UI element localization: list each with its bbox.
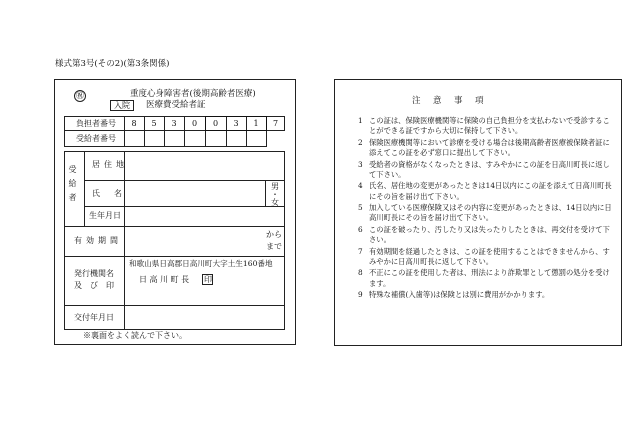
- official-seal-box: 印: [204, 275, 212, 284]
- gender-separator: ・: [271, 190, 279, 199]
- card-title: 重度心身障害者(後期高齢者医療): [130, 89, 256, 99]
- validity-label: 有効期間: [74, 236, 122, 245]
- issuer-mayor: 日 高 川 町 長: [139, 275, 190, 284]
- notice-item: 9 特殊な補償(入歯等)は保険とは別に費用がかかります。: [358, 290, 550, 300]
- issuer-label-line1: 発行機関名: [74, 269, 114, 278]
- issue-date-label: 交付年月日: [74, 313, 114, 322]
- footnote: ※裏面をよく読んで下さい。: [83, 331, 187, 340]
- notice-item: 4 氏名、居住地の変更があったときは14日以内にこの証を添えて日高川町長にその旨を届け出て下さい。: [358, 181, 612, 201]
- inpatient-tag: 入院: [110, 100, 134, 111]
- notice-item: 3 受給者の資格がなくなったときは、すみやかにこの証を日高川町長に返して下さい。: [358, 159, 610, 179]
- recipient-number-label: 受給者番号: [76, 134, 116, 143]
- payer-digit: 3: [233, 119, 239, 128]
- issuer-address: 和歌山県日高郡日高川町大字土生160番地: [129, 259, 273, 268]
- notice-item: 8 不正にこの証を使用した者は、刑法により詐欺罪として懲罰の処分を受けます。: [358, 268, 610, 288]
- name-label: 氏 名: [92, 189, 125, 198]
- notice-title: 注 意 事 項: [412, 96, 486, 106]
- address-label: 居住地: [92, 160, 128, 169]
- gender-male: 男: [271, 182, 279, 191]
- card-subtitle: 医療費受給者証: [146, 100, 206, 110]
- payer-digit: 0: [191, 119, 198, 128]
- issuer-label-line2: 及 び 印: [74, 281, 114, 290]
- notice-item: 7 有効期間を経過したときは、この証を使用することはできませんから、すみやかに日高川町長に返して下さい。: [358, 246, 610, 266]
- payer-digit: 7: [272, 119, 279, 128]
- validity-to: まで: [266, 242, 282, 251]
- badge-icon: ㊗: [76, 91, 84, 100]
- notice-list: [358, 116, 614, 302]
- notice-item: 1 この証は、保険医療機関等に保険の自己負担分を支払わないで受診することができる証ですから大切に保持して下さい。: [358, 116, 610, 136]
- notice-item: 5 加入している医療保険又はその内容に変更があったときは、14日以内に日高川町長にその旨を届け出て下さい。: [358, 203, 612, 223]
- notice-item: 6 この証を破ったり、汚したり又は失ったりしたときは、再交付を受けて下さい。: [358, 224, 610, 245]
- payer-digit: 8: [131, 119, 137, 128]
- validity-from: から: [266, 230, 282, 239]
- payer-digit: 1: [253, 119, 259, 128]
- gender-female: 女: [271, 198, 279, 207]
- birth-date-label: 生年月日: [89, 211, 121, 220]
- recipient-group-label: 受給者: [68, 165, 77, 207]
- notice-item: 2 保険医療機関等において診療を受ける場合は後期高齢者医療被保険者証に添えてこの証を必ず窓口に提出して下さい。: [358, 137, 610, 158]
- payer-digit: 0: [212, 119, 219, 128]
- payer-digit: 5: [151, 119, 157, 128]
- payer-number-label: 負担者番号: [76, 119, 116, 128]
- payer-digit: 3: [171, 119, 177, 128]
- form-header: 様式第3号(その2)(第3条関係): [55, 59, 170, 69]
